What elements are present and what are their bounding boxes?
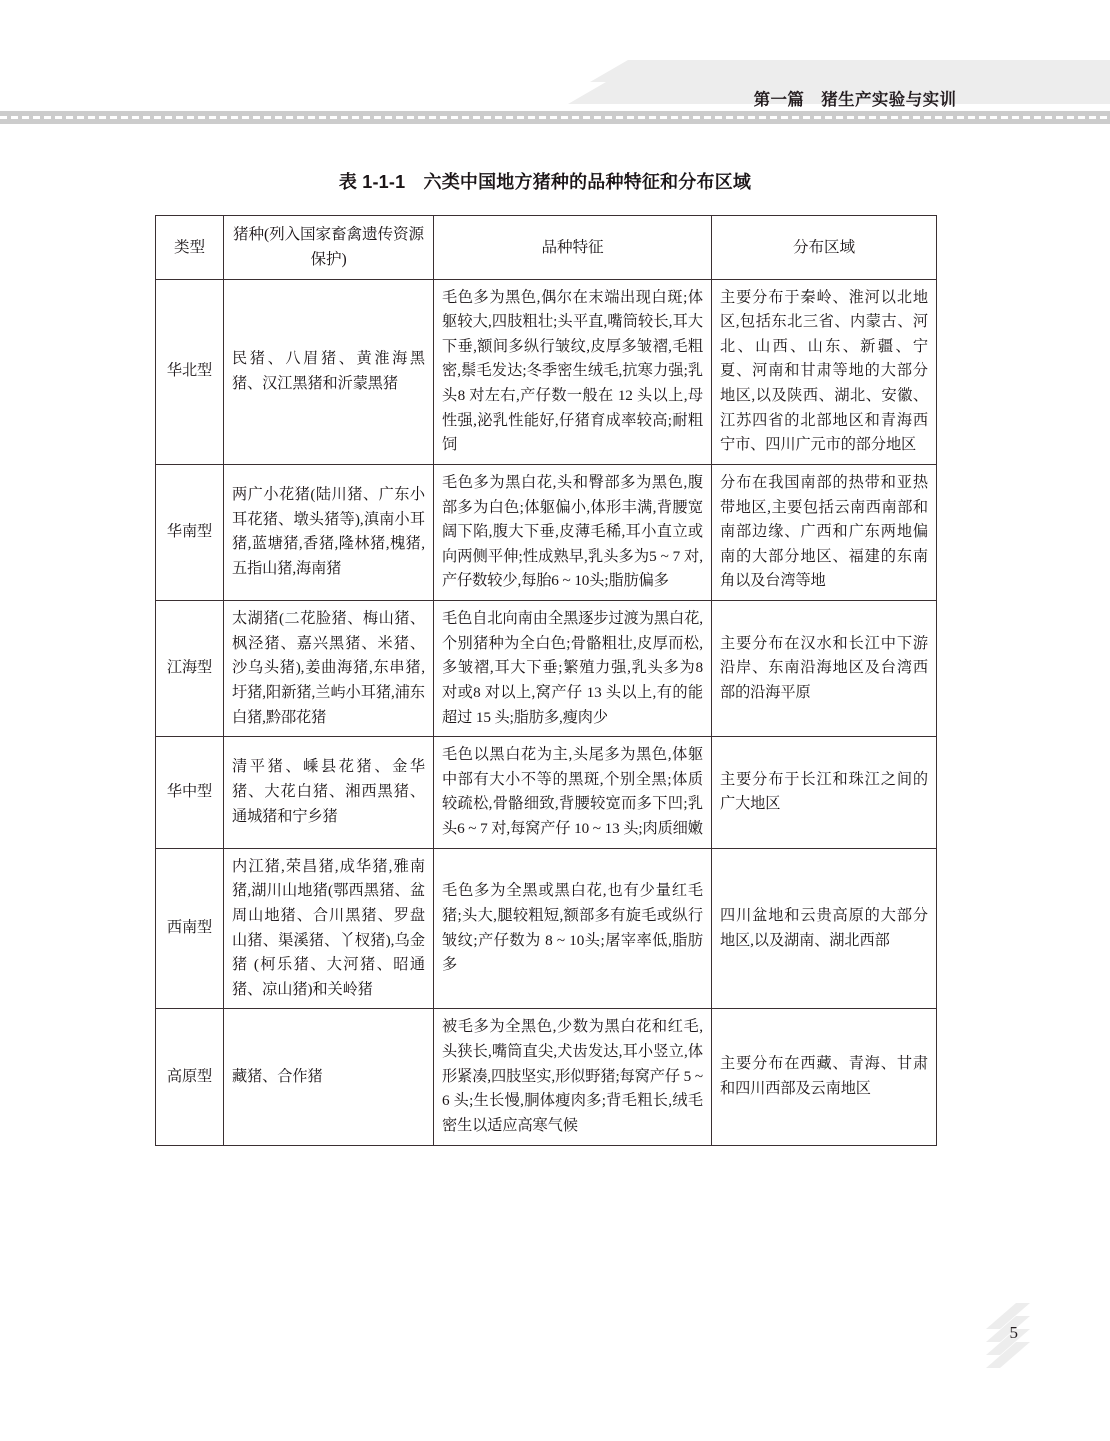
table-body [156,279,937,1145]
cell-traits: 毛色自北向南由全黑逐步过渡为黑白花,个别猪种为全白色;骨骼粗壮,皮厚而松,多皱褶,耳大下垂;繁殖力强,乳头多为8 对或8 对以上,窝产仔 13 头以上,有的能超过 15 头;脂肪多,瘦肉少 [434,601,712,737]
running-header-title: 第一篇 猪生产实验与实训 [753,91,957,109]
table-row [156,1009,937,1145]
cell-type: 西南型 [156,848,224,1009]
cell-breeds: 两广小花猪(陆川猪、广东小耳花猪、墩头猪等),滇南小耳猪,蓝塘猪,香猪,隆林猪,槐猪,五指山猪,海南猪 [224,464,434,600]
column-header-breeds: 猪种(列入国家畜禽遗传资源保护) [224,216,434,280]
cell-breeds: 藏猪、合作猪 [224,1009,434,1145]
header-rule-dashes [0,116,1110,119]
pig-breed-table [155,215,937,1146]
header-band-upper [568,60,1110,82]
cell-region: 主要分布在汉水和长江中下游沿岸、东南沿海地区及台湾西部的沿海平原 [712,601,937,737]
table-row [156,737,937,849]
cell-region: 分布在我国南部的热带和亚热带地区,主要包括云南西南部和南部边缘、广西和广东两地偏南的大部分地区、福建的东南角以及台湾等地 [712,464,937,600]
cell-type: 华南型 [156,464,224,600]
cell-type: 华中型 [156,737,224,849]
cell-traits: 毛色多为黑色,偶尔在末端出现白斑;体躯较大,四肢粗壮;头平直,嘴筒较长,耳大下垂,额间多纵行皱纹,皮厚多皱褶,毛粗密,鬃毛发达;冬季密生绒毛,抗寒力强;乳头8 对左右,产仔数一般在 12 头以上,母性强,泌乳性能好,仔猪育成率较高;耐粗饲 [434,279,712,464]
column-header-traits: 品种特征 [434,216,712,280]
table-row [156,279,937,464]
table-header-row [156,216,937,280]
cell-type: 江海型 [156,601,224,737]
cell-region: 主要分布于长江和珠江之间的广大地区 [712,737,937,849]
cell-traits: 被毛多为全黑色,少数为黑白花和红毛,头狭长,嘴筒直尖,犬齿发达,耳小竖立,体形紧凑,四肢坚实,形似野猪;每窝产仔 5 ~ 6 头;生长慢,胴体瘦肉多;背毛粗长,绒毛密生以适应高寒气候 [434,1009,712,1145]
table-header [156,216,937,280]
cell-region: 四川盆地和云贵高原的大部分地区,以及湖南、湖北西部 [712,848,937,1009]
cell-region: 主要分布于秦岭、淮河以北地区,包括东北三省、内蒙古、河北、山西、山东、新疆、宁夏、河南和甘肃等地的大部分地区,以及陕西、湖北、安徽、江苏四省的北部地区和青海西宁市、四川广元市的部分地区 [712,279,937,464]
cell-breeds: 民猪、八眉猪、黄淮海黑猪、汉江黑猪和沂蒙黑猪 [224,279,434,464]
table-row [156,464,937,600]
cell-breeds: 清平猪、嵊县花猪、金华猪、大花白猪、湘西黑猪、通城猪和宁乡猪 [224,737,434,849]
cell-type: 高原型 [156,1009,224,1145]
column-header-type: 类型 [156,216,224,280]
table-caption: 表 1-1-1 六类中国地方猪种的品种特征和分布区域 [338,172,752,192]
table-row [156,601,937,737]
table-row [156,848,937,1009]
cell-traits: 毛色多为黑白花,头和臀部多为黑色,腹部多为白色;体躯偏小,体形丰满,背腰宽阔下陷,腹大下垂,皮薄毛稀,耳小直立或向两侧平伸;性成熟早,乳头多为5 ~ 7 对,产仔数较少,每胎6 ~ 10头;脂肪偏多 [434,464,712,600]
column-header-region: 分布区域 [712,216,937,280]
cell-traits: 毛色多为全黑或黑白花,也有少量红毛猪;头大,腿较粗短,额部多有旋毛或纵行皱纹;产仔数为 8 ~ 10头;屠宰率低,脂肪多 [434,848,712,1009]
cell-traits: 毛色以黑白花为主,头尾多为黑色,体躯中部有大小不等的黑斑,个别全黑;体质较疏松,骨骼细致,背腰较宽而多下凹;乳头6 ~ 7 对,每窝产仔 10 ~ 13 头;肉质细嫩 [434,737,712,849]
cell-region: 主要分布在西藏、青海、甘肃和四川西部及云南地区 [712,1009,937,1145]
corner-chevron-decoration [986,1303,1072,1379]
page-number: 5 [1009,1323,1018,1342]
cell-type: 华北型 [156,279,224,464]
cell-breeds: 太湖猪(二花脸猪、梅山猪、枫泾猪、嘉兴黑猪、米猪、沙乌头猪),姜曲海猪,东串猪,圩猪,阳新猪,兰屿小耳猪,浦东白猪,黔邵花猪 [224,601,434,737]
page-header [0,0,1110,132]
cell-breeds: 内江猪,荣昌猪,成华猪,雅南猪,湖川山地猪(鄂西黑猪、盆周山地猪、合川黑猪、罗盘山猪、渠溪猪、丫杈猪),乌金猪 (柯乐猪、大河猪、昭通猪、凉山猪)和关岭猪 [224,848,434,1009]
